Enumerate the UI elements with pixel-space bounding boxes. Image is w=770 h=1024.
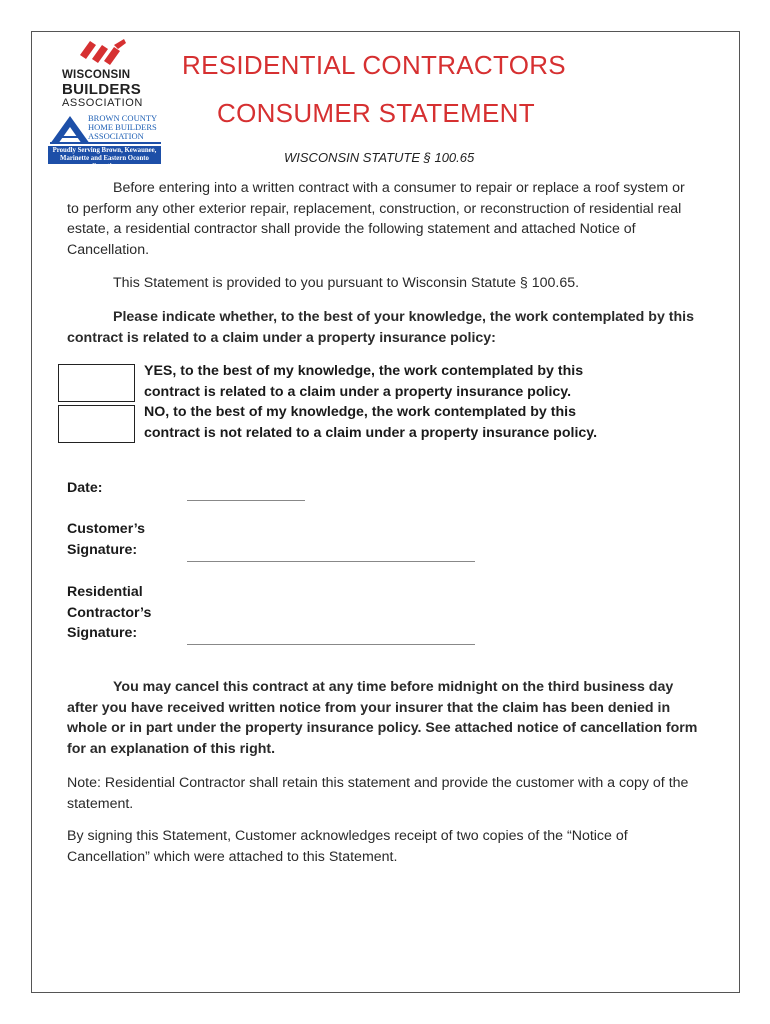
no-option-label: NO, to the best of my knowledge, the work contemplated by this contract is not related to a claim under a property insurance policy. [144,404,598,441]
wisconsin-builders-logo [62,37,162,109]
brown-county-banner: Proudly Serving Brown, Kewaunee, Marinette and Eastern Oconto Counties [48,146,161,164]
contractor-signature-field[interactable] [187,630,475,645]
acknowledgement-paragraph: By signing this Statement, Customer acknowledges receipt of two copies of the “Notice of Cancellation” which were attached to this Statement. [67,828,628,865]
date-field[interactable] [187,486,305,501]
brown-county-hba-logo [48,113,161,170]
indicate-question: Please indicate whether, to the best of your knowledge, the work contemplated by this contract is related to a claim under a property insurance policy: [67,309,695,346]
wba-line-3: ASSOCIATION [62,97,143,109]
no-checkbox[interactable] [58,405,135,443]
document-title-line-2: CONSUMER STATEMENT [217,98,535,128]
intro-paragraph: Before entering into a written contract with a consumer to repair or replace a roof system or to perform any other exterior repair, replacement, construction, or reconstruction of residential real estate, a residential contractor shall provide the following statement and attached Notice of Cancellation. [67,180,685,258]
wba-mark-icon [76,37,132,67]
document-title-line-1: RESIDENTIAL CONTRACTORS [182,50,566,80]
statute-reference: WISCONSIN STATUTE § 100.65 [284,150,475,165]
yes-checkbox[interactable] [58,364,135,402]
cancellation-paragraph: You may cancel this contract at any time before midnight on the third business day after you have received written notice from your insurer that the claim has been denied in whole or in part under the property insurance policy. See attached notice of cancellation form for an explanation of this right. [67,679,698,757]
customer-signature-label: Customer’s Signature: [67,521,146,558]
contractor-signature-label: Residential Contractor’s Signature: [67,584,152,641]
wba-line-1: WISCONSIN [62,69,131,81]
date-label: Date: [67,480,103,496]
customer-signature-field[interactable] [187,547,475,562]
wba-line-2: BUILDERS [62,81,142,98]
note-paragraph: Note: Residential Contractor shall retain this statement and provide the customer with a copy of the statement. [67,775,689,812]
brown-county-text: BROWN COUNTY HOME BUILDERS ASSOCIATION [88,113,158,141]
yes-option-label: YES, to the best of my knowledge, the work contemplated by this contract is related to a claim under a property insurance policy. [144,363,584,400]
provided-paragraph: This Statement is provided to you pursuant to Wisconsin Statute § 100.65. [113,275,580,291]
